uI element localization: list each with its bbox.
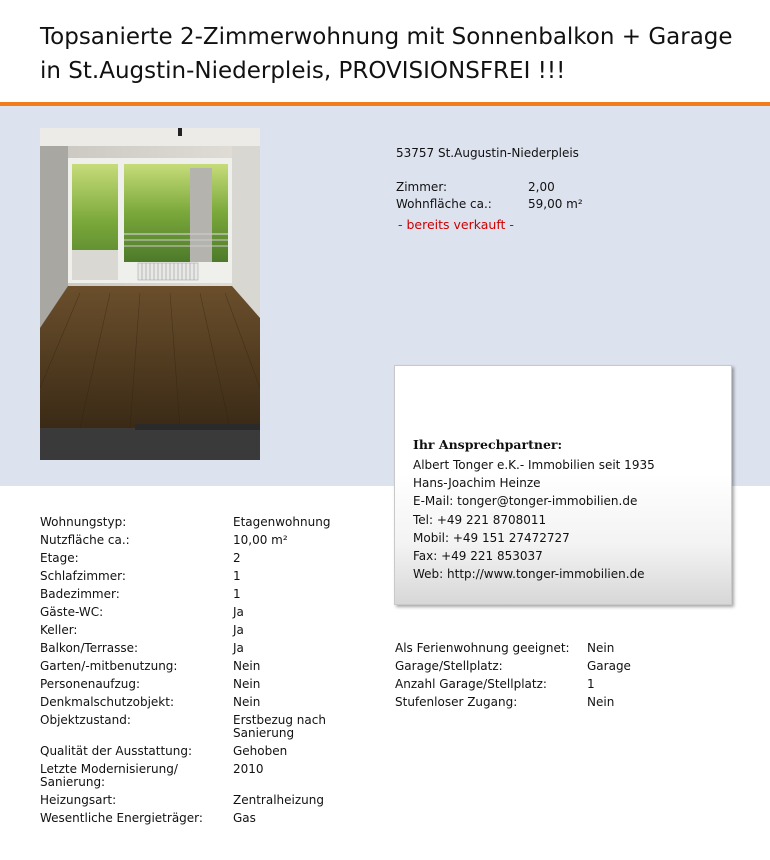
detail-row — [395, 693, 631, 711]
detail-value: 10,00 m² — [233, 532, 288, 547]
contact-mobile: Mobil: +49 151 27472727 — [413, 530, 570, 545]
detail-row — [40, 675, 343, 693]
contact-fax: Fax: +49 221 853037 — [413, 548, 543, 563]
detail-value: Nein — [587, 694, 615, 709]
listing-title-line-2: in St.Augstin-Niederpleis, PROVISIONSFREI !!! — [40, 58, 566, 84]
detail-value: Garage — [587, 658, 631, 673]
detail-value: Ja — [233, 622, 244, 637]
contact-company: Albert Tonger e.K.- Immobilien seit 1935 — [413, 458, 655, 472]
details-right — [395, 639, 631, 711]
detail-label: Balkon/Terrasse: — [40, 640, 139, 655]
detail-label: Heizungsart: — [40, 792, 117, 807]
detail-row — [40, 657, 343, 675]
listing-title-line-1: Topsanierte 2-Zimmerwohnung mit Sonnenbalkon + Garage — [40, 24, 733, 50]
detail-row — [40, 603, 343, 621]
contact-email[interactable]: E-Mail: tonger@tonger-immobilien.de — [413, 494, 638, 509]
detail-label: Als Ferienwohnung geeignet: — [395, 640, 570, 655]
detail-label: Schlafzimmer: — [40, 568, 126, 583]
detail-value: Ja — [233, 640, 244, 655]
detail-label: Wesentliche Energieträger: — [40, 810, 203, 825]
summary-value: 59,00 m² — [528, 197, 583, 211]
detail-value: 1 — [587, 676, 595, 691]
detail-row — [40, 809, 343, 827]
detail-value: 1 — [233, 568, 241, 583]
contact-website[interactable]: Web: http://www.tonger-immobilien.de — [413, 567, 645, 582]
detail-value: Ja — [233, 604, 244, 619]
detail-row — [40, 531, 343, 549]
detail-label: Qualität der Ausstattung: — [40, 743, 193, 758]
detail-row — [40, 549, 343, 567]
property-address: 53757 St.Augustin-Niederpleis — [396, 146, 579, 160]
detail-label: Gäste-WC: — [40, 604, 104, 619]
detail-label: Etage: — [40, 550, 79, 565]
contact-person: Hans-Joachim Heinze — [413, 476, 541, 491]
summary-label: Wohnfläche ca.: — [396, 197, 492, 211]
detail-value: Nein — [233, 658, 261, 673]
detail-label: Stufenloser Zugang: — [395, 694, 518, 709]
details-left — [40, 513, 343, 827]
detail-row — [395, 657, 631, 675]
detail-row — [40, 513, 343, 531]
summary-row-living-area — [396, 196, 583, 213]
detail-label: Nutzfläche ca.: — [40, 532, 130, 547]
detail-label: Wohnungstyp: — [40, 514, 127, 529]
detail-row — [40, 791, 343, 809]
apartment-photo[interactable] — [40, 128, 260, 460]
detail-row — [40, 742, 343, 760]
detail-value: Gehoben — [233, 743, 288, 758]
detail-row — [395, 639, 631, 657]
detail-label: Garten/-mitbenutzung: — [40, 658, 178, 673]
detail-label: Letzte Modernisierung/ Sanierung: — [40, 761, 178, 789]
detail-row — [40, 639, 343, 657]
detail-value: Gas — [233, 810, 256, 825]
detail-label: Anzahl Garage/Stellplatz: — [395, 676, 547, 691]
detail-value: 2010 — [233, 761, 264, 776]
detail-label: Keller: — [40, 622, 78, 637]
detail-label: Denkmalschutzobjekt: — [40, 694, 174, 709]
detail-label: Personenaufzug: — [40, 676, 141, 691]
detail-value: 2 — [233, 550, 241, 565]
detail-value: 1 — [233, 586, 241, 601]
detail-row — [395, 675, 631, 693]
contact-phone: Tel: +49 221 8708011 — [413, 512, 547, 527]
summary-info — [396, 146, 583, 232]
summary-row-rooms — [396, 179, 583, 196]
summary-value: 2,00 — [528, 180, 555, 194]
detail-value: Nein — [233, 694, 261, 709]
contact-heading: Ihr Ansprechpartner: — [413, 437, 563, 452]
detail-value: Zentralheizung — [233, 792, 324, 807]
detail-row — [40, 585, 343, 603]
sold-status: - bereits verkauft - — [398, 217, 514, 232]
detail-label: Objektzustand: — [40, 712, 131, 727]
detail-label: Garage/Stellplatz: — [395, 658, 503, 673]
detail-value: Nein — [233, 676, 261, 691]
detail-value: Erstbezug nach Sanierung — [233, 712, 326, 740]
detail-label: Badezimmer: — [40, 586, 120, 601]
contact-box — [394, 365, 732, 605]
detail-row — [40, 621, 343, 639]
listing-title — [40, 20, 760, 88]
detail-row — [40, 693, 343, 711]
detail-row — [40, 567, 343, 585]
detail-value: Nein — [587, 640, 615, 655]
detail-row — [40, 711, 343, 742]
summary-label: Zimmer: — [396, 180, 448, 194]
detail-value: Etagenwohnung — [233, 514, 331, 529]
detail-row — [40, 760, 343, 791]
